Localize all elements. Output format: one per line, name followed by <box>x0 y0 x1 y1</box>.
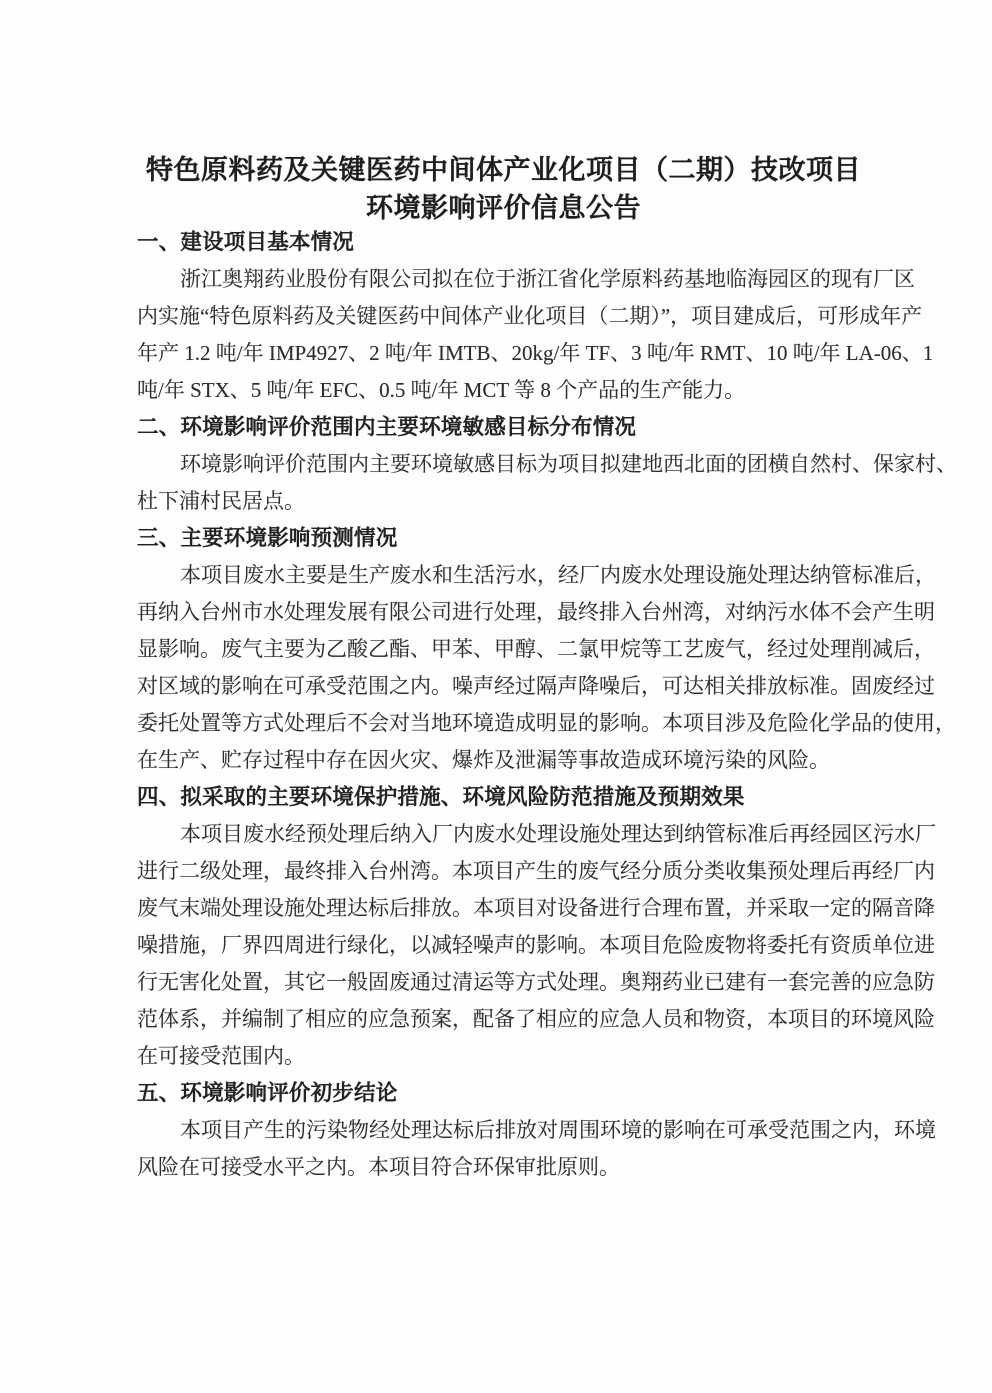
section-4-line: 本项目废水经预处理后纳入厂内废水处理设施处理达到纳管标准后再经园区污水厂 <box>180 822 936 846</box>
section-2-line: 杜下浦村民居点。 <box>137 489 305 513</box>
section-2-heading: 二、环境影响评价范围内主要环境敏感目标分布情况 <box>137 415 637 439</box>
section-1-line: 内实施“特色原料药及关键医药中间体产业化项目（二期）”，项目建成后，可形成年产 <box>137 304 923 328</box>
section-5-line: 本项目产生的污染物经处理达标后排放对周围环境的影响在可承受范围之内，环境 <box>180 1118 936 1142</box>
section-4-line: 噪措施，厂界四周进行绿化，以减轻噪声的影响。本项目危险废物将委托有资质单位进 <box>137 933 935 957</box>
section-3-heading: 三、主要环境影响预测情况 <box>137 526 398 550</box>
document-title-line-2: 环境影响评价信息公告 <box>366 193 641 223</box>
section-5-line: 风险在可接受水平之内。本项目符合环保审批原则。 <box>137 1155 620 1179</box>
section-4-line: 范体系，并编制了相应的应急预案，配备了相应的应急人员和物资，本项目的环境风险 <box>137 1007 935 1031</box>
document-title-line-1: 特色原料药及关键医药中间体产业化项目（二期）技改项目 <box>146 155 861 185</box>
document-content <box>137 0 957 1393</box>
section-4-line: 行无害化处置，其它一般固废通过清运等方式处理。奥翔药业已建有一套完善的应急防 <box>137 970 935 994</box>
section-3-line: 对区域的影响在可承受范围之内。噪声经过隔声降噪后，可达相关排放标准。固废经过 <box>137 674 935 698</box>
section-2-line: 环境影响评价范围内主要环境敏感目标为项目拟建地西北面的团横自然村、保家村、 <box>180 452 957 476</box>
section-4-line: 进行二级处理，最终排入台州湾。本项目产生的废气经分质分类收集预处理后再经厂内 <box>137 859 935 883</box>
section-1-line: 年产 1.2 吨/年 IMP4927、2 吨/年 IMTB、20kg/年 TF、3 吨/年 RMT、10 吨/年 LA-06、1 <box>137 341 934 365</box>
section-3-line: 在生产、贮存过程中存在因火灾、爆炸及泄漏等事故造成环境污染的风险。 <box>137 748 830 772</box>
section-1-line: 吨/年 STX、5 吨/年 EFC、0.5 吨/年 MCT 等 8 个产品的生产能力。 <box>137 378 746 402</box>
section-1-line: 浙江奥翔药业股份有限公司拟在位于浙江省化学原料药基地临海园区的现有厂区 <box>180 267 915 291</box>
section-5-heading: 五、环境影响评价初步结论 <box>137 1081 398 1105</box>
section-3-line: 再纳入台州市水处理发展有限公司进行处理，最终排入台州湾，对纳污水体不会产生明 <box>137 600 935 624</box>
section-4-line: 在可接受范围内。 <box>137 1044 305 1068</box>
section-1-heading: 一、建设项目基本情况 <box>137 230 355 254</box>
section-4-heading: 四、拟采取的主要环境保护措施、环境风险防范措施及预期效果 <box>137 785 745 809</box>
section-3-line: 显影响。废气主要为乙酸乙酯、甲苯、甲醇、二氯甲烷等工艺废气，经过处理削减后， <box>137 637 935 661</box>
section-3-line: 本项目废水主要是生产废水和生活污水，经厂内废水处理设施处理达纳管标准后， <box>180 563 936 587</box>
section-4-line: 废气末端处理设施处理达标后排放。本项目对设备进行合理布置，并采取一定的隔音降 <box>137 896 935 920</box>
section-3-line: 委托处置等方式处理后不会对当地环境造成明显的影响。本项目涉及危险化学品的使用， <box>137 711 956 735</box>
document-body <box>137 224 957 1186</box>
